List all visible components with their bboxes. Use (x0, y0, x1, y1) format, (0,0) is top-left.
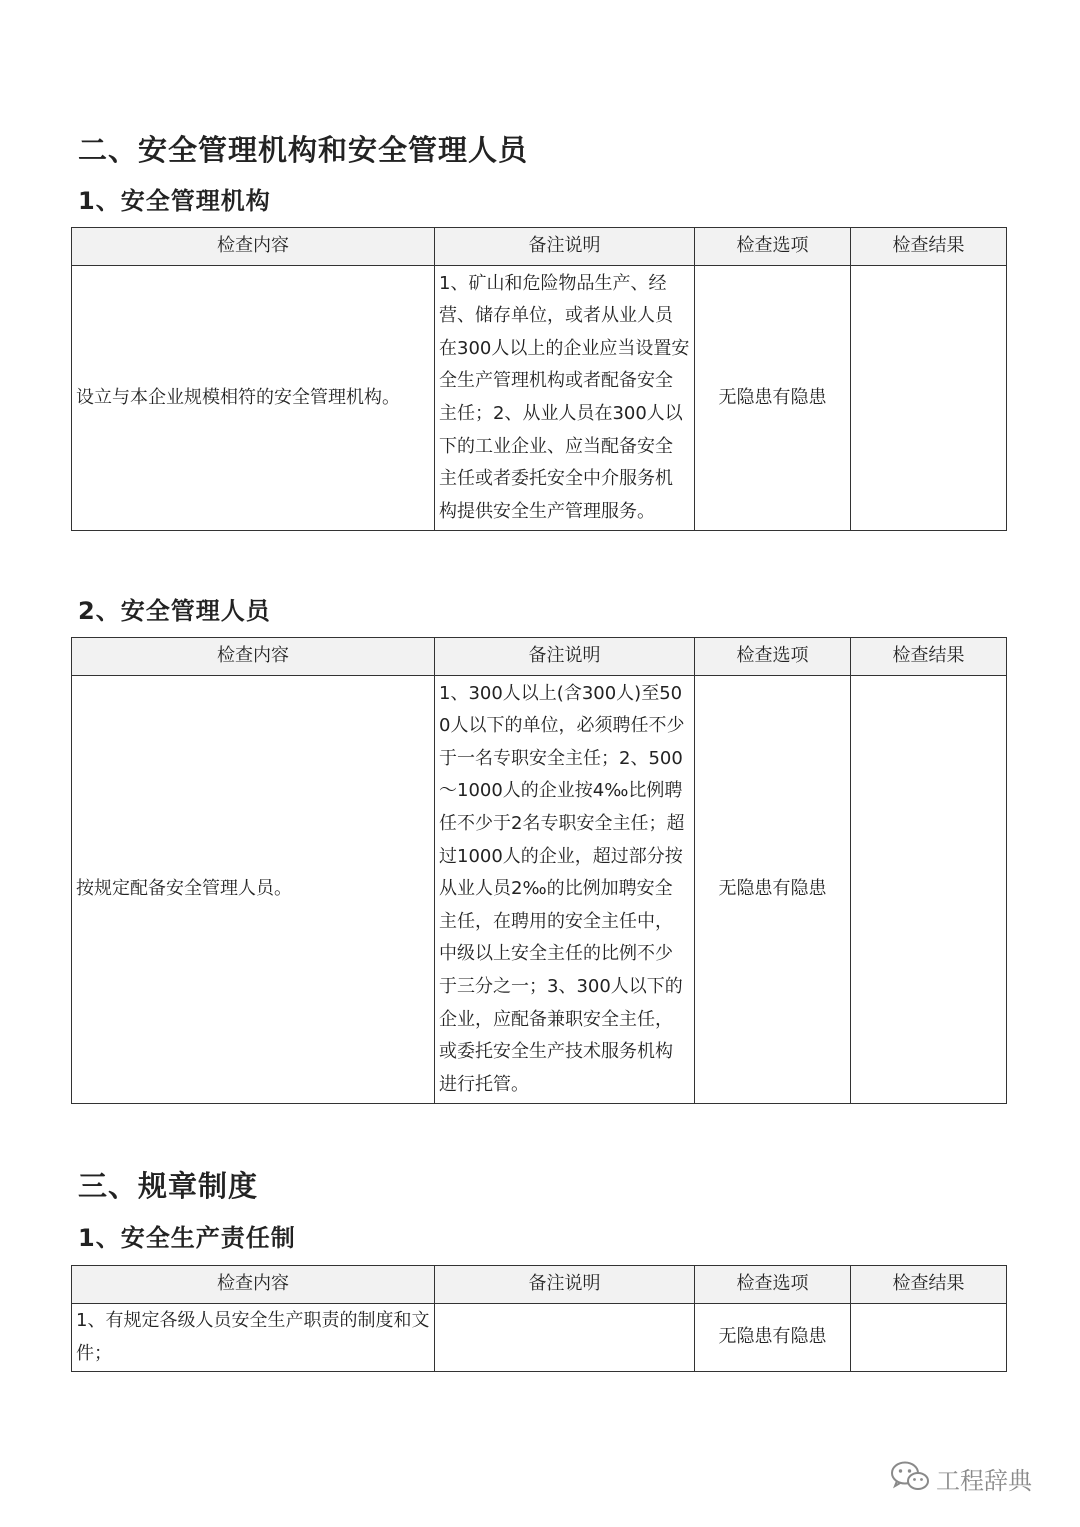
header-content: 检查内容 (72, 228, 435, 266)
header-note: 备注说明 (435, 638, 695, 676)
table-header-row (72, 1266, 1007, 1304)
check-note: 1、300人以上(含300人)至500人以下的单位，必须聘任不少于一名专职安全主任；2、500～1000人的企业按4‰比例聘任不少于2名专职安全主任；超过1000人的企业，超过部分按从业人员2‰的比例加聘安全主任，在聘用的安全主任中，中级以上安全主任的比例不少于三分之一；3、300人以下的企业，应配备兼职安全主任，或委托安全生产技术服务机构进行托管。 (435, 676, 695, 1104)
check-option[interactable]: 无隐患有隐患 (695, 676, 851, 1104)
header-option: 检查选项 (695, 1266, 851, 1304)
table-header-row (72, 228, 1007, 266)
header-result: 检查结果 (851, 638, 1007, 676)
table-row (72, 266, 1007, 531)
header-note: 备注说明 (435, 228, 695, 266)
safety-org-table (71, 227, 1007, 531)
table-row (72, 676, 1007, 1104)
check-content: 1、有规定各级人员安全生产职责的制度和文件； (72, 1304, 435, 1372)
subsection-2-1-title: 1、安全管理机构 (78, 187, 271, 215)
check-option[interactable]: 无隐患有隐患 (695, 1304, 851, 1372)
wechat-icon (890, 1460, 930, 1496)
section-2-title: 二、安全管理机构和安全管理人员 (78, 133, 529, 167)
header-result: 检查结果 (851, 228, 1007, 266)
check-result[interactable] (851, 266, 1007, 531)
header-content: 检查内容 (72, 638, 435, 676)
table-header-row (72, 638, 1007, 676)
check-result[interactable] (851, 676, 1007, 1104)
header-content: 检查内容 (72, 1266, 435, 1304)
header-note: 备注说明 (435, 1266, 695, 1304)
check-content: 设立与本企业规模相符的安全管理机构。 (72, 266, 435, 531)
header-option: 检查选项 (695, 228, 851, 266)
responsibility-table (71, 1265, 1007, 1372)
safety-staff-table (71, 637, 1007, 1104)
check-note: 1、矿山和危险物品生产、经营、储存单位，或者从业人员在300人以上的企业应当设置安全生产管理机构或者配备安全主任；2、从业人员在300人以下的工业企业、应当配备安全主任或者委托安全中介服务机构提供安全生产管理服务。 (435, 266, 695, 531)
check-option[interactable]: 无隐患有隐患 (695, 266, 851, 531)
subsection-3-1-title: 1、安全生产责任制 (78, 1224, 296, 1252)
header-result: 检查结果 (851, 1266, 1007, 1304)
check-result[interactable] (851, 1304, 1007, 1372)
watermark (890, 1460, 1032, 1496)
header-option: 检查选项 (695, 638, 851, 676)
check-content: 按规定配备安全管理人员。 (72, 676, 435, 1104)
table-row (72, 1304, 1007, 1372)
check-note (435, 1304, 695, 1372)
subsection-2-2-title: 2、安全管理人员 (78, 597, 271, 625)
section-3-title: 三、规章制度 (78, 1169, 259, 1203)
watermark-text: 工程辞典 (936, 1466, 1032, 1495)
